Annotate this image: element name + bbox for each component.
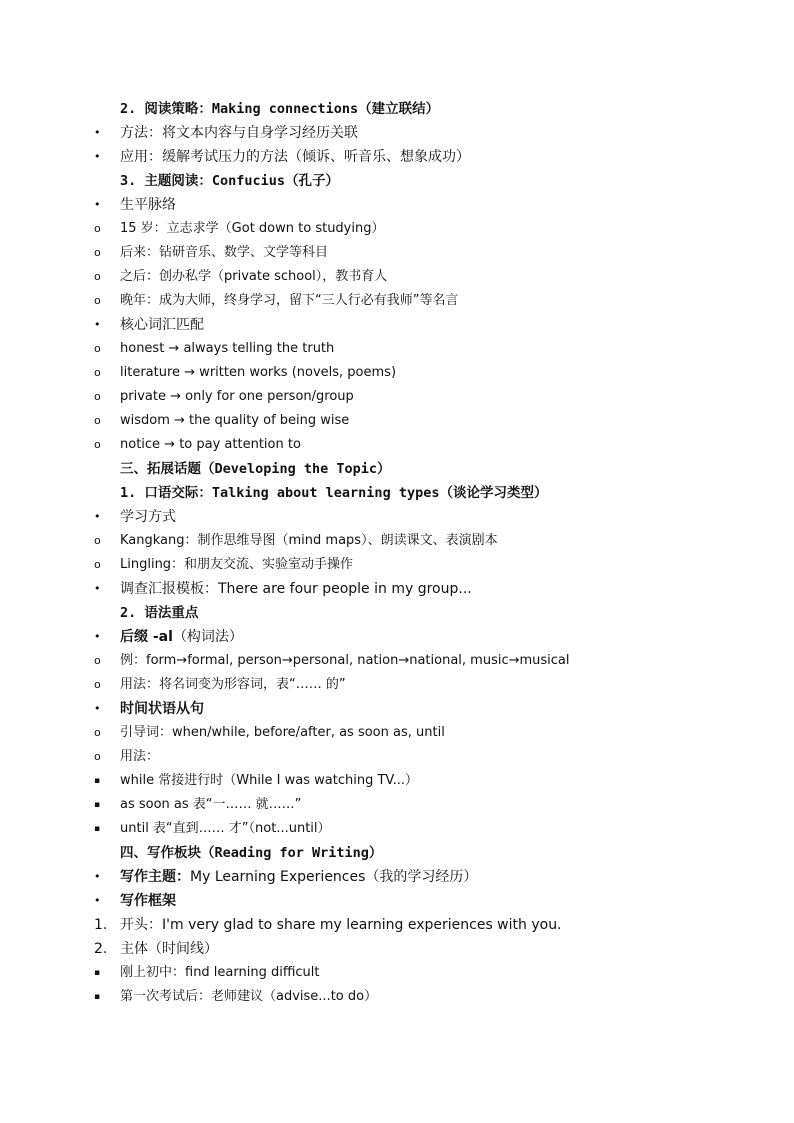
list-item-bold-label: 写作主题： — [120, 869, 190, 885]
list-item-text: 15 岁：立志求学（Got down to studying） — [120, 221, 385, 236]
bullet-icon: • — [94, 150, 101, 163]
list-item-text: 刚上初中：find learning difficult — [120, 965, 320, 980]
bullet-icon: • — [94, 702, 101, 715]
document-body — [0, 97, 794, 1009]
list-item-text: My Learning Experiences（我的学习经历） — [190, 869, 478, 885]
list-item-content — [120, 721, 445, 745]
list-item-text: 用法：将名词变为形容词，表“…… 的” — [120, 677, 346, 692]
list-item — [0, 649, 794, 673]
list-item-text: 方法：将文本内容与自身学习经历关联 — [120, 125, 358, 141]
list-item-text: （构词法） — [172, 629, 243, 645]
heading-text: 三、拓展话题（Developing the Topic） — [120, 461, 391, 477]
list-item-text: Lingling：和朋友交流、实验室动手操作 — [120, 557, 354, 572]
list-item — [0, 961, 794, 985]
list-item-text: 后来：钻研音乐、数学、文学等科目 — [120, 245, 329, 260]
bullet-icon: • — [94, 318, 101, 331]
list-item-content — [120, 889, 176, 913]
list-item-text: while 常接进行时（While I was watching TV...） — [120, 773, 419, 788]
bullet-icon: o — [94, 246, 101, 259]
list-item-content — [120, 313, 204, 337]
list-item — [0, 265, 794, 289]
list-item — [0, 553, 794, 577]
section-heading — [0, 481, 794, 505]
list-item — [0, 241, 794, 265]
list-item-content — [120, 913, 562, 937]
list-item-text: 第一次考试后：老师建议（advise...to do） — [120, 989, 378, 1004]
bullet-icon: o — [94, 438, 101, 451]
list-item — [0, 817, 794, 841]
list-item-content — [120, 337, 334, 361]
list-item-content — [120, 361, 396, 385]
list-item-bold-label: 后缀 -al — [120, 629, 173, 645]
list-item-content — [120, 289, 458, 313]
list-item-text: 生平脉络 — [120, 197, 176, 213]
bullet-icon: o — [94, 342, 101, 355]
list-item — [0, 385, 794, 409]
list-item-text: as soon as 表“一…… 就……” — [120, 797, 302, 812]
list-item-content — [120, 697, 204, 721]
list-item-content — [120, 409, 349, 433]
bullet-icon: o — [94, 222, 101, 235]
list-item-text: 用法： — [120, 749, 160, 764]
section-heading — [0, 457, 794, 481]
list-item-content — [120, 649, 570, 673]
list-item — [0, 889, 794, 913]
list-item-content — [120, 217, 384, 241]
bullet-icon: ▪ — [94, 968, 101, 978]
list-item-text: 开头：I'm very glad to share my learning experiences with you. — [120, 917, 562, 933]
list-item-text: honest → always telling the truth — [120, 341, 335, 356]
list-item — [0, 745, 794, 769]
list-item-content — [120, 193, 176, 217]
list-item — [0, 289, 794, 313]
section-heading — [0, 601, 794, 625]
list-item-text: 之后：创办私学（private school），教书育人 — [120, 269, 388, 284]
bullet-icon: • — [94, 198, 101, 211]
list-item-content — [120, 265, 387, 289]
list-item-text: Kangkang：制作思维导图（mind maps）、朗读课文、表演剧本 — [120, 533, 498, 548]
list-item-content — [120, 433, 301, 457]
bullet-icon: ▪ — [94, 824, 101, 834]
list-item-content — [120, 745, 159, 769]
list-item-content — [120, 145, 470, 169]
list-item-text: private → only for one person/group — [120, 389, 354, 404]
list-item-content — [120, 385, 354, 409]
list-item-content — [120, 505, 176, 529]
list-item — [0, 865, 794, 889]
bullet-icon: ▪ — [94, 992, 101, 1002]
list-item-content — [120, 673, 346, 697]
list-item — [0, 361, 794, 385]
bullet-icon: o — [94, 366, 101, 379]
bullet-icon: • — [94, 870, 101, 883]
section-heading — [0, 169, 794, 193]
list-item-bold-label: 写作框架 — [120, 893, 176, 909]
list-item — [0, 529, 794, 553]
list-item-text: 引导词：when/while, before/after, as soon as, until — [120, 725, 445, 740]
list-item — [0, 337, 794, 361]
list-number: 2. — [94, 941, 108, 957]
list-item-content — [120, 817, 331, 841]
list-item — [0, 721, 794, 745]
list-item — [0, 193, 794, 217]
list-item — [0, 145, 794, 169]
list-item — [0, 625, 794, 649]
bullet-icon: o — [94, 294, 101, 307]
list-item-content — [120, 577, 472, 601]
bullet-icon: • — [94, 510, 101, 523]
list-number: 1. — [94, 917, 108, 933]
bullet-icon: • — [94, 630, 101, 643]
list-item-text: 应用：缓解考试压力的方法（倾诉、听音乐、想象成功） — [120, 149, 470, 165]
list-item-content — [120, 793, 301, 817]
list-item-bold-label: 时间状语从句 — [120, 701, 204, 717]
list-item — [0, 409, 794, 433]
bullet-icon: o — [94, 654, 101, 667]
list-item — [0, 793, 794, 817]
heading-text: 2. 语法重点 — [120, 605, 199, 621]
list-item — [0, 577, 794, 601]
bullet-icon: o — [94, 270, 101, 283]
list-item-content — [120, 985, 377, 1009]
list-item-content — [120, 529, 498, 553]
list-item — [0, 433, 794, 457]
list-item-content — [120, 553, 353, 577]
bullet-icon: o — [94, 750, 101, 763]
list-item-text: 调查汇报模板：There are four people in my group... — [120, 581, 472, 597]
bullet-icon: o — [94, 678, 101, 691]
list-item — [0, 121, 794, 145]
list-item-text: literature → written works (novels, poems) — [120, 365, 397, 380]
list-item-content — [120, 937, 218, 961]
bullet-icon: o — [94, 726, 101, 739]
list-item-content — [120, 865, 477, 889]
list-item-text: wisdom → the quality of being wise — [120, 413, 350, 428]
bullet-icon: • — [94, 894, 101, 907]
section-heading — [0, 97, 794, 121]
list-item — [0, 313, 794, 337]
bullet-icon: o — [94, 534, 101, 547]
list-item-text: notice → to pay attention to — [120, 437, 301, 452]
list-item — [0, 217, 794, 241]
list-item-text: 晚年：成为大师，终身学习，留下“三人行必有我师”等名言 — [120, 293, 459, 308]
bullet-icon: • — [94, 126, 101, 139]
list-item — [0, 673, 794, 697]
list-item-content — [120, 241, 328, 265]
bullet-icon: o — [94, 558, 101, 571]
heading-text: 1. 口语交际：Talking about learning types（谈论学习类型） — [120, 485, 548, 501]
list-item — [0, 937, 794, 961]
list-item — [0, 697, 794, 721]
list-item-text: 学习方式 — [120, 509, 176, 525]
bullet-icon: o — [94, 414, 101, 427]
heading-text: 四、写作板块（Reading for Writing） — [120, 845, 383, 861]
list-item — [0, 769, 794, 793]
list-item-content — [120, 961, 320, 985]
heading-text: 2. 阅读策略：Making connections（建立联结） — [120, 101, 440, 117]
list-item-content — [120, 769, 418, 793]
list-item-text: 核心词汇匹配 — [120, 317, 204, 333]
list-item — [0, 505, 794, 529]
bullet-icon: ▪ — [94, 800, 101, 810]
list-item — [0, 913, 794, 937]
list-item-content — [120, 625, 243, 649]
heading-text: 3. 主题阅读：Confucius（孔子） — [120, 173, 340, 189]
list-item-content — [120, 121, 358, 145]
list-item-text: 例：form→formal, person→personal, nation→national, music→musical — [120, 653, 570, 668]
list-item — [0, 985, 794, 1009]
bullet-icon: ▪ — [94, 776, 101, 786]
list-item-text: until 表“直到…… 才”（not...until） — [120, 821, 331, 836]
bullet-icon: • — [94, 582, 101, 595]
section-heading — [0, 841, 794, 865]
bullet-icon: o — [94, 390, 101, 403]
list-item-text: 主体（时间线） — [120, 941, 218, 957]
